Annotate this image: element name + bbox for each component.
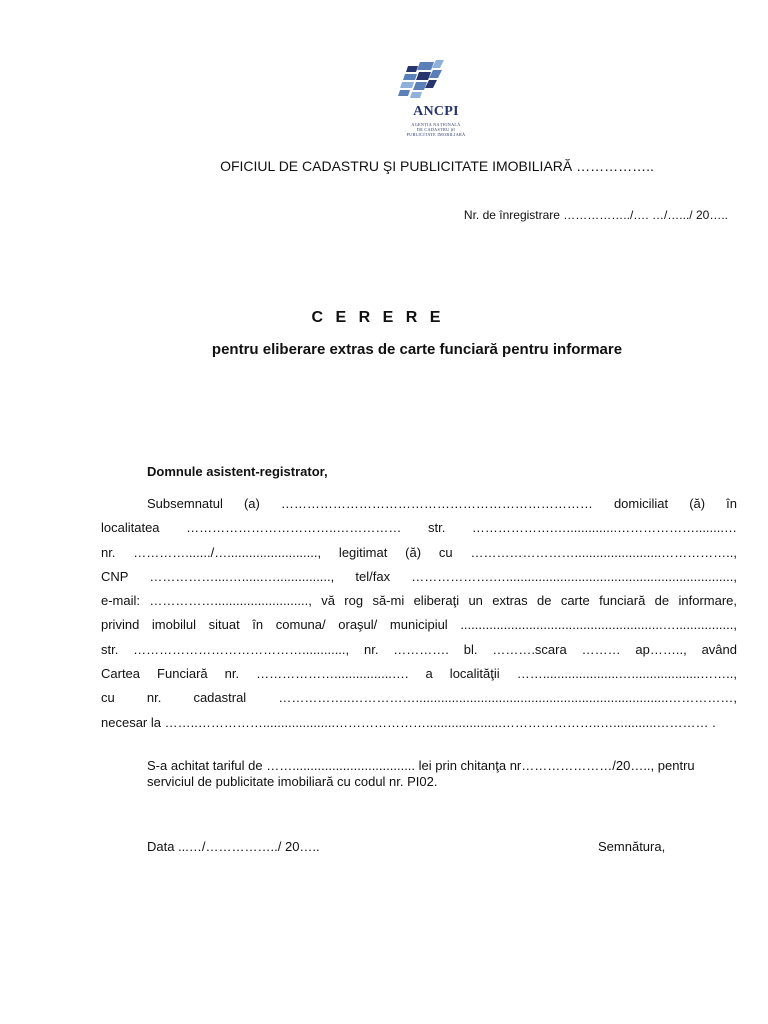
form-line: e-mail: …………….........................., vă rog să-mi eliberaţi un extras de carte funciară de informare,	[101, 593, 737, 609]
form-line: nr. …………......./…........................., legitimat (ă) cu ……………………........................……………..,	[101, 544, 737, 560]
date-field: Data ...…/……………../ 20…..	[147, 839, 320, 854]
form-line: Cartea Funciară nr. ………………................…. a localităţii …….....................…...................……..,	[101, 666, 737, 682]
registration-number: Nr. de înregistrare ……………../…. …/….../ 20…..	[463, 208, 728, 222]
form-line: cu nr. cadastral ……………..……………......................................................................……………,	[101, 690, 737, 706]
form-line: necesar la ……..……………....................………………….....................…………………..…............………… .	[101, 714, 716, 730]
form-line: CNP ……………....…......…..............., tel/fax ……………….…...............................................................,	[101, 568, 737, 584]
form-line: localitatea ……………………………..…………… str. ……………….…..............………………........…	[101, 520, 737, 536]
form-line: privind imobilul situat în comuna/ oraşul/ municipiul ........................................................…................,	[101, 617, 737, 633]
document-title: C E R E R E	[311, 309, 445, 326]
ancpi-emblem-icon	[398, 60, 474, 106]
logo-title: ANCPI	[413, 104, 459, 119]
payment-statement: S-a achitat tariful de …….................................. lei prin chitanţa nr…………………/20….., pentru serviciul de publicitate imobiliară cu codul nr. PI02.	[147, 758, 695, 789]
ancpi-logo	[394, 60, 478, 140]
logo-subtitle: AGENȚIA NAȚIONALĂ DE CADASTRU ȘI PUBLICITATE IMOBILIARĂ	[406, 122, 466, 137]
request-body	[101, 495, 737, 738]
form-line: Subsemnatul (a) ……………………………………………………………… domiciliat (ă) în	[147, 496, 737, 511]
office-heading: OFICIUL DE CADASTRU ŞI PUBLICITATE IMOBILIARĂ ……………..	[220, 158, 654, 174]
document-subtitle: pentru eliberare extras de carte funciară pentru informare	[211, 341, 623, 358]
salutation: Domnule asistent-registrator,	[147, 464, 328, 479]
form-line: str. …………………………………............, nr. …………. bl. ……….scara ……… ap…….., având	[101, 641, 737, 657]
signature-label: Semnătura,	[598, 839, 666, 854]
